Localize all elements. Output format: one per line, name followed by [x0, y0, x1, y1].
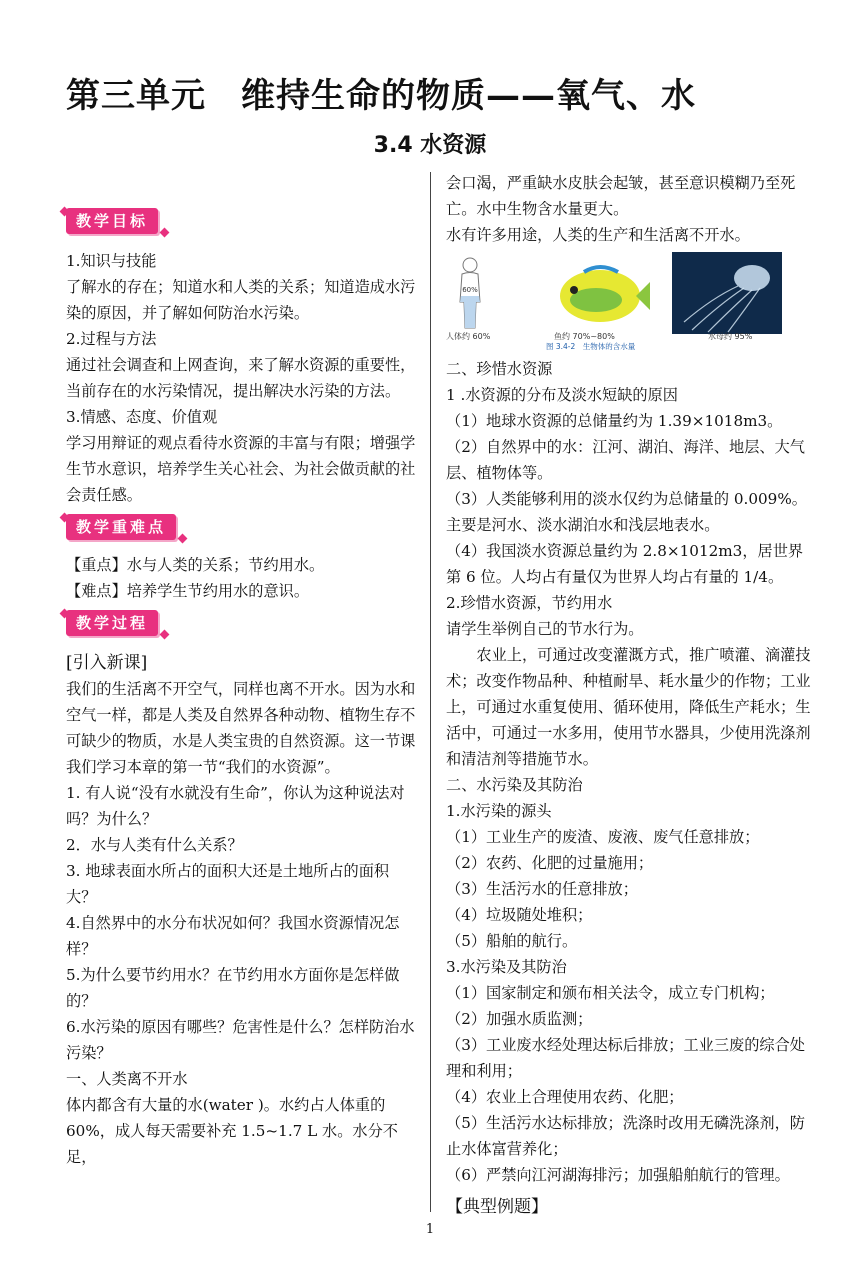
- section-2-2-b: 农业上，可通过改变灌溉方式，推广喷灌、滴灌技术；改变作物品种、种植耐旱、耗水量少的作物；工业上，可通过水重复使用、循环使用，降低生产耗水；生活中，可通过一水多用，使用节水器具，少使用洗涤剂和清洁剂等措施节水。: [446, 646, 811, 768]
- water-content-figure: [446, 252, 782, 352]
- banner-diamond-icon: [160, 630, 170, 640]
- jellyfish-icon: [672, 252, 782, 334]
- section-3-1-e: （5）船舶的航行。: [446, 932, 578, 950]
- section-2-2-a: 请学生举例自己的节水行为。: [446, 620, 644, 638]
- intro-text: 我们的生活离不开空气，同样也离不开水。因为水和空气一样，都是人类及自然界各种动物、植物生存不可缺少的物质，水是人类宝贵的自然资源。这一节课我们学习本章的第一节“我们的水资源”。: [66, 680, 416, 776]
- goal-2-head: 2.过程与方法: [66, 330, 157, 348]
- section-2-1-d: （4）我国淡水资源总量约为 2.8×1012m3，居世界第 6 位。人均占有量仅为世界人均占有量的 1/4。: [446, 542, 804, 586]
- section-2-head: 二、珍惜水资源: [446, 360, 553, 378]
- section-1-text: 体内都含有大量的水(water )。水约占人体重的60%，成人每天需要补充 1.5~1.7 L 水。水分不足，: [66, 1096, 398, 1166]
- section-3-head: 二、水污染及其防治: [446, 776, 583, 794]
- section-3-2-d: （4）农业上合理使用农药、化肥；: [446, 1088, 684, 1106]
- section-2-1-head: 1 .水资源的分布及淡水短缺的原因: [446, 386, 678, 404]
- key-point: 【重点】水与人类的关系；节约用水。: [66, 556, 325, 574]
- human-silhouette-icon: [450, 256, 490, 330]
- section-1-head: 一、人类离不开水: [66, 1070, 188, 1088]
- question-6: 6.水污染的原因有哪些？危害性是什么？怎样防治水污染？: [66, 1018, 415, 1062]
- section-2-2-head: 2.珍惜水资源，节约用水: [446, 594, 613, 612]
- left-column: [66, 200, 418, 1170]
- section-3-2-a: （1）国家制定和颁布相关法令，成立专门机构；: [446, 984, 775, 1002]
- section-3-1-a: （1）工业生产的废渣、废液、废气任意排放；: [446, 828, 760, 846]
- banner-diamond-icon: [178, 534, 188, 544]
- figure-label-human: 人体约 60%: [446, 332, 491, 341]
- goal-1-head: 1.知识与技能: [66, 252, 157, 270]
- section-3-2-e: （5）生活污水达标排放；洗涤时改用无磷洗涤剂，防止水体富营养化；: [446, 1114, 805, 1158]
- water-use-text: 水有许多用途，人类的生产和生活离不开水。: [446, 226, 750, 244]
- section-3-1-b: （2）农药、化肥的过量施用；: [446, 854, 654, 872]
- figure-caption: 图 3.4-2 生物体的含水量: [546, 342, 636, 351]
- key-banner: 教学重难点: [66, 514, 176, 542]
- section-3-2-f: （6）严禁向江河湖海排污；加强船舶航行的管理。: [446, 1166, 790, 1184]
- goal-banner: 教学目标: [66, 208, 158, 236]
- intro-head: [引入新课]: [66, 653, 148, 673]
- goal-3-text: 学习用辩证的观点看待水资源的丰富与有限；增强学生节水意识，培养学生关心社会、为社会做贡献的社会责任感。: [66, 434, 416, 504]
- process-banner: 教学过程: [66, 610, 158, 638]
- section-3-1-d: （4）垃圾随处堆积；: [446, 906, 593, 924]
- figure-label-fish: 鱼约 70%~80%: [554, 332, 615, 341]
- section-2-1-b: （2）自然界中的水：江河、湖泊、海洋、地层、大气层、植物体等。: [446, 438, 805, 482]
- section-3-2-b: （2）加强水质监测；: [446, 1010, 593, 1028]
- banner-diamond-icon: [160, 228, 170, 238]
- right-column: [446, 170, 812, 1220]
- section-3-2-head: 3.水污染及其防治: [446, 958, 567, 976]
- goal-3-head: 3.情感、态度、价值观: [66, 408, 218, 426]
- example-head: 【典型例题】: [446, 1197, 548, 1217]
- svg-text:60%: 60%: [462, 286, 478, 294]
- section-2-1-a: （1）地球水资源的总储量约为 1.39×1018m3。: [446, 412, 783, 430]
- question-4: 4.自然界中的水分布状况如何？我国水资源情况怎样？: [66, 914, 400, 958]
- page-number: 1: [425, 1222, 435, 1237]
- column-divider: [430, 172, 431, 1212]
- question-3: 3. 地球表面水所占的面积大还是土地所占的面积大？: [66, 862, 390, 906]
- continued-text: 会口渴，严重缺水皮肤会起皱，甚至意识模糊乃至死亡。水中生物含水量更大。: [446, 174, 796, 218]
- question-2: 2．水与人类有什么关系？: [66, 836, 243, 854]
- question-5: 5.为什么要节约用水？在节约用水方面你是怎样做的？: [66, 966, 400, 1010]
- section-2-1-c: （3）人类能够利用的淡水仅约为总储量的 0.009%。主要是河水、淡水湖泊水和浅层地表水。: [446, 490, 807, 534]
- goal-1-text: 了解水的存在；知道水和人类的关系；知道造成水污染的原因，并了解如何防治水污染。: [66, 278, 416, 322]
- section-3-1-c: （3）生活污水的任意排放；: [446, 880, 638, 898]
- section-3-2-c: （3）工业废水经处理达标后排放；工业三废的综合处理和利用；: [446, 1036, 805, 1080]
- section-subtitle: 3.4 水资源: [373, 133, 487, 158]
- page-title: 第三单元 维持生命的物质——氧气、水: [66, 76, 696, 116]
- figure-label-jellyfish: 水母约 95%: [708, 332, 753, 341]
- goal-2-text: 通过社会调查和上网查询，来了解水资源的重要性，当前存在的水污染情况，提出解决水污染的方法。: [66, 356, 416, 400]
- question-1: 1. 有人说“没有水就没有生命”，你认为这种说法对吗？为什么？: [66, 784, 405, 828]
- difficult-point: 【难点】培养学生节约用水的意识。: [66, 582, 309, 600]
- fish-icon: [544, 260, 652, 330]
- section-3-1-head: 1.水污染的源头: [446, 802, 552, 820]
